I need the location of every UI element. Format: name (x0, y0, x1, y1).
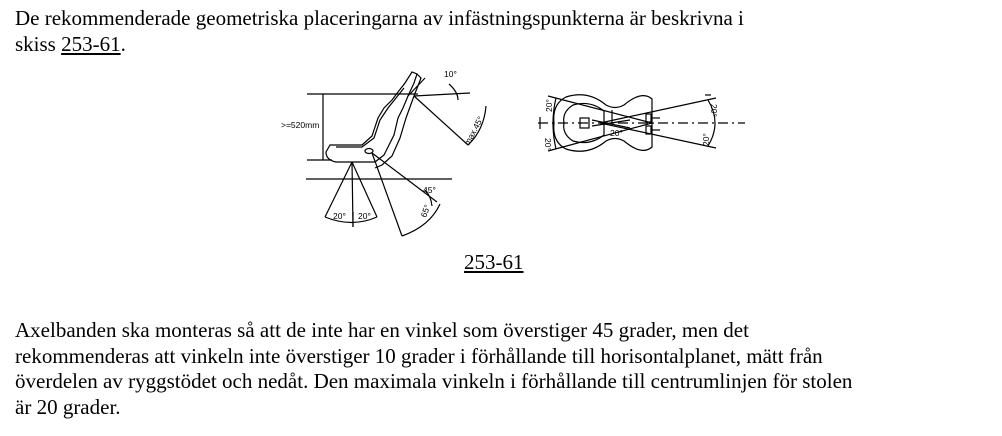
top-angle-label-left-bottom: 20° (543, 138, 553, 151)
body-line-4: är 20 grader. (15, 394, 121, 419)
body-line-3: överdelen av ryggstödet och nedåt. Den maximala vinkeln i förhållande till centrumlinjen för stolen (15, 369, 853, 393)
body-line-1: Axelbanden ska monteras så att de inte har en vinkel som överstiger 45 grader, men det (15, 318, 749, 342)
top-angle-label-center: 20° (610, 128, 623, 138)
height-dimension-label: >=520mm (281, 120, 320, 130)
top-angle-label-right-bottom: 20° (701, 133, 711, 146)
angle-label-crotch-b: 65° (418, 203, 433, 219)
angle-label-lap-left: 20° (333, 211, 346, 221)
sketch-reference: 253-61 (61, 32, 121, 56)
intro-line-2-suffix: . (120, 32, 126, 56)
angle-label-max: max.45° (461, 114, 486, 147)
body-line-2: rekommenderas att vinkeln inte överstiger 10 grader i förhållande till horisontalplanet, mätt från (15, 343, 823, 368)
angle-label-crotch-a: 45° (423, 185, 436, 195)
intro-line-1: De rekommenderade geometriska placeringarna av infästningspunkterna är beskrivna i (15, 6, 744, 30)
angle-label-lap-right: 20° (358, 211, 371, 221)
angle-label-top: 10° (444, 69, 457, 79)
intro-line-2-prefix: skiss (15, 32, 62, 56)
top-angle-label-right-top: 20° (709, 104, 719, 117)
figure-caption: 253-61 (464, 250, 524, 274)
body-paragraph (15, 318, 1000, 420)
top-angle-label-left-top: 20° (544, 99, 554, 112)
